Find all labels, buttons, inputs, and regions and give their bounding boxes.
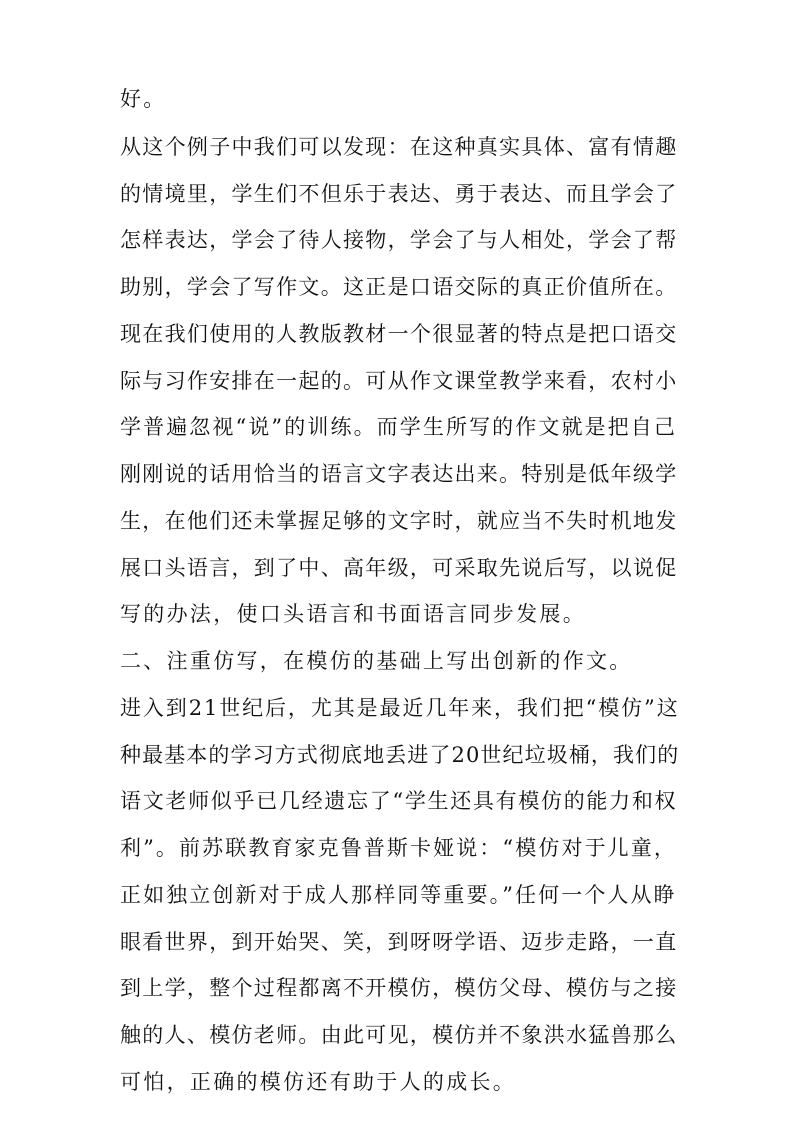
- text-line: 触的人、模仿老师。由此可见，模仿并不象洪水猛兽那么: [120, 1023, 678, 1047]
- text-line: 利”。前苏联教育家克鲁普斯卡娅说：“模仿对于儿童，: [120, 836, 677, 860]
- text-line: 好。: [120, 87, 167, 111]
- text-line: 际与习作安排在一起的。可从作文课堂教学来看，农村小: [120, 369, 678, 393]
- text-line: 写的办法，使口头语言和书面语言同步发展。: [120, 602, 586, 626]
- text-line: 怎样表达，学会了待人接物，学会了与人相处，学会了帮: [120, 228, 678, 252]
- section-heading: 二、注重仿写，在模仿的基础上写出创新的作文。: [120, 649, 633, 673]
- text-line: 正如独立创新对于成人那样同等重要。”任何一个人从睁: [120, 883, 677, 907]
- text-line: 展口头语言，到了中、高年级，可采取先说后写，以说促: [120, 556, 678, 580]
- text-line: 到上学，整个过程都离不开模仿，模仿父母、模仿与之接: [120, 976, 678, 1000]
- text-line: 现在我们使用的人教版教材一个很显著的特点是把口语交: [120, 322, 678, 346]
- text-line: 的情境里，学生们不但乐于表达、勇于表达、而且学会了: [120, 182, 678, 206]
- text-line: 从这个例子中我们可以发现：在这种真实具体、富有情趣: [120, 135, 678, 159]
- text-line: 助别，学会了写作文。这正是口语交际的真正价值所在。: [120, 275, 678, 299]
- text-line: 进入到21世纪后，尤其是最近几年来，我们把“模仿”这: [120, 696, 680, 720]
- text-line: 种最基本的学习方式彻底地丢进了20世纪垃圾桶，我们的: [120, 743, 680, 767]
- text-line: 学普遍忽视“说”的训练。而学生所写的作文就是把自己: [120, 415, 677, 439]
- text-line: 语文老师似乎已几经遗忘了“学生还具有模仿的能力和权: [120, 789, 678, 813]
- text-line: 生，在他们还未掌握足够的文字时，就应当不失时机地发: [120, 509, 678, 533]
- text-line: 刚刚说的话用恰当的语言文字表达出来。特别是低年级学: [120, 462, 678, 486]
- text-line: 可怕，正确的模仿还有助于人的成长。: [120, 1070, 517, 1094]
- text-line: 眼看世界，到开始哭、笑，到呀呀学语、迈步走路，一直: [120, 930, 678, 954]
